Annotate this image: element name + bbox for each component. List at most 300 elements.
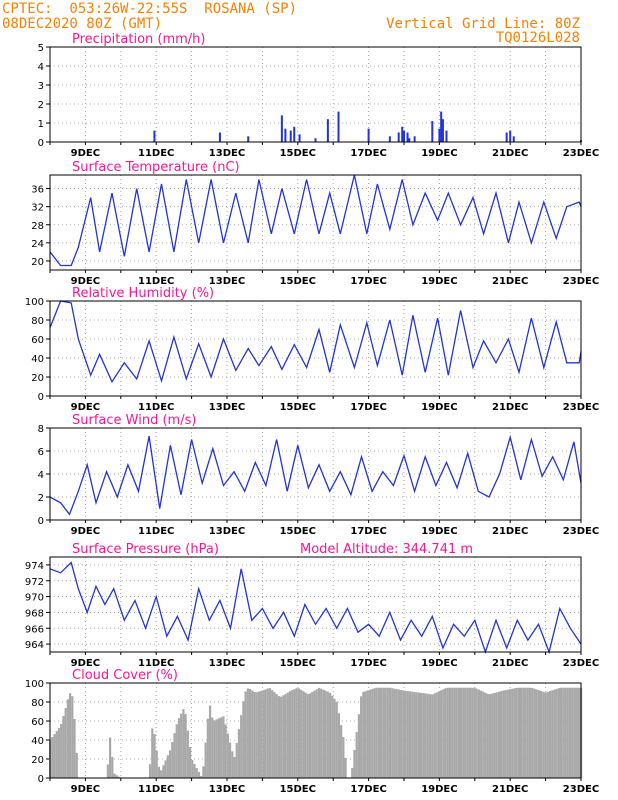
cloud-bar <box>556 689 558 778</box>
cloud-bar <box>185 714 187 778</box>
ytick-label: 1 <box>37 119 44 130</box>
cloud-bar <box>471 688 473 778</box>
series-line-wind <box>50 436 581 514</box>
xtick-label: 11DEC <box>138 402 175 413</box>
xtick-label: 17DEC <box>350 658 387 669</box>
header-run-id: TQ0126L028 <box>495 30 580 46</box>
cloud-bar <box>342 737 344 778</box>
cloud-bar <box>544 692 546 778</box>
precip-bar <box>284 129 286 142</box>
xtick-label: 9DEC <box>70 784 101 795</box>
cloud-bar <box>442 689 444 778</box>
cloud-bar <box>338 713 340 778</box>
precip-bar <box>403 131 405 142</box>
cloud-bar <box>333 699 335 778</box>
panel-cloud <box>46 683 582 781</box>
ytick-label: 20 <box>31 373 44 384</box>
cloud-bar <box>389 688 391 778</box>
xtick-label: 11DEC <box>138 784 175 795</box>
precip-bar <box>445 131 447 142</box>
cloud-bar <box>207 719 209 778</box>
xtick-label: 19DEC <box>421 148 458 159</box>
ytick-label: 8 <box>37 424 44 435</box>
precip-bar <box>407 133 409 143</box>
ytick-label: 100 <box>24 679 44 690</box>
cloud-bar <box>433 693 435 778</box>
ytick-label: 966 <box>24 624 44 636</box>
cloud-bar <box>391 688 393 778</box>
xtick-label: 21DEC <box>492 402 529 413</box>
cloud-bar <box>422 693 424 778</box>
cloud-bar <box>267 688 269 778</box>
cloud-bar <box>376 688 378 778</box>
ytick-label: 0 <box>37 516 44 527</box>
xtick-label: 23DEC <box>562 148 600 159</box>
cloud-bar <box>316 689 318 778</box>
cloud-bar <box>431 694 433 778</box>
cloud-bar <box>440 690 442 778</box>
cloud-bar <box>240 715 242 778</box>
cloud-bar <box>251 690 253 778</box>
xtick-label: 21DEC <box>492 658 529 669</box>
cloud-bar <box>305 693 307 778</box>
cloud-bar <box>536 689 538 778</box>
cloud-bar <box>511 689 513 778</box>
panel-temp <box>46 175 581 273</box>
cloud-bar <box>558 688 560 778</box>
cloud-bar <box>340 725 342 778</box>
cloud-bar <box>480 691 482 778</box>
cloud-bar <box>573 688 575 778</box>
panel-frame <box>50 175 581 270</box>
cloud-bar <box>165 760 167 778</box>
xtick-label: 19DEC <box>421 658 458 669</box>
cloud-bar <box>520 688 522 778</box>
cloud-bar <box>371 689 373 778</box>
cloud-bar <box>373 688 375 778</box>
cloud-bar <box>478 690 480 778</box>
cloud-bar <box>362 692 364 778</box>
cloud-bar <box>549 691 551 778</box>
xtick-label: 19DEC <box>421 402 458 413</box>
xtick-label: 23DEC <box>562 402 600 413</box>
cloud-bar <box>76 753 78 778</box>
precip-bar <box>281 115 283 142</box>
xtick-label: 11DEC <box>138 148 175 159</box>
cloud-bar <box>58 728 60 778</box>
cloud-bar <box>364 691 366 778</box>
cloud-bar <box>293 689 295 778</box>
cloud-bar <box>65 708 67 778</box>
cloud-bar <box>353 750 355 778</box>
cloud-bar <box>53 734 55 778</box>
xtick-label: 23DEC <box>562 658 600 669</box>
cloud-bar <box>498 692 500 778</box>
cloud-bar <box>216 719 218 778</box>
xtick-label: 11DEC <box>138 526 175 537</box>
cloud-bar <box>298 688 300 778</box>
cloud-bar <box>282 695 284 778</box>
cloud-bar <box>336 702 338 778</box>
ytick-label: 3 <box>37 81 44 92</box>
panel-pres <box>46 557 581 655</box>
precip-bar <box>509 131 511 142</box>
cloud-bar <box>324 691 326 778</box>
cloud-bar <box>527 688 529 778</box>
cloud-bar <box>576 688 578 778</box>
xtick-label: 9DEC <box>70 276 101 287</box>
cloud-bar <box>225 725 227 778</box>
precip-bar <box>440 112 442 142</box>
panel-annotation-pres: Model Altitude: 344.741 m <box>300 542 474 557</box>
precip-bar <box>506 133 508 143</box>
precip-bar <box>327 119 329 142</box>
cloud-bar <box>265 689 267 778</box>
xtick-label: 21DEC <box>492 148 529 159</box>
cloud-bar <box>242 701 244 778</box>
cloud-bar <box>524 688 526 778</box>
cloud-bar <box>156 750 158 778</box>
xtick-label: 15DEC <box>279 276 316 287</box>
cloud-bar <box>191 760 193 778</box>
cloud-bar <box>296 688 298 778</box>
cloud-bar <box>229 742 231 778</box>
cloud-bar <box>182 709 184 778</box>
cloud-bar <box>309 693 311 778</box>
cloud-bar <box>153 734 155 778</box>
precip-bar <box>247 136 249 142</box>
cloud-bar <box>447 688 449 778</box>
cloud-bar <box>198 772 200 778</box>
cloud-bar <box>567 688 569 778</box>
cloud-bar <box>429 694 431 778</box>
cloud-bar <box>484 693 486 778</box>
series-line-rh <box>50 301 581 382</box>
xtick-label: 23DEC <box>562 276 600 287</box>
cloud-bar <box>509 689 511 778</box>
cloud-bar <box>358 714 360 778</box>
cloud-bar <box>56 731 58 778</box>
cloud-bar <box>449 688 451 778</box>
cloud-bar <box>456 688 458 778</box>
cloud-bar <box>276 694 278 778</box>
ytick-label: 60 <box>31 335 44 346</box>
ytick-label: 80 <box>31 316 44 327</box>
cloud-bar <box>258 692 260 778</box>
cloud-bar <box>211 718 213 778</box>
ytick-label: 0 <box>37 774 44 785</box>
cloud-bar <box>109 738 111 778</box>
ytick-label: 2 <box>37 493 44 504</box>
cloud-bar <box>67 699 69 778</box>
xtick-label: 15DEC <box>279 526 316 537</box>
xtick-label: 13DEC <box>208 658 246 669</box>
cloud-bar <box>187 731 189 778</box>
precip-bar <box>389 136 391 142</box>
cloud-bar <box>318 688 320 778</box>
precip-bar <box>315 138 317 142</box>
cloud-bar <box>189 747 191 778</box>
cloud-bar <box>489 694 491 778</box>
cloud-bar <box>411 692 413 778</box>
cloud-bar <box>500 691 502 778</box>
cloud-bar <box>476 689 478 778</box>
ytick-label: 20 <box>31 256 44 268</box>
cloud-bar <box>218 718 220 778</box>
cloud-bar <box>149 764 151 778</box>
xtick-label: 13DEC <box>208 784 246 795</box>
ytick-label: 964 <box>24 640 44 652</box>
cloud-bar <box>151 728 153 778</box>
cloud-bar <box>180 714 182 778</box>
precip-bar <box>438 129 440 142</box>
cloud-bar <box>460 688 462 778</box>
cloud-bar <box>453 688 455 778</box>
cloud-bar <box>280 697 282 778</box>
cloud-bar <box>285 694 287 778</box>
ytick-label: 2 <box>37 100 44 111</box>
xtick-label: 11DEC <box>138 276 175 287</box>
xtick-label: 17DEC <box>350 784 387 795</box>
series-line-temp <box>50 175 581 266</box>
panel-title-temp: Surface Temperature (nC) <box>72 160 240 175</box>
xtick-label: 9DEC <box>70 148 101 159</box>
cloud-bar <box>409 691 411 778</box>
precip-bar <box>513 136 515 142</box>
ytick-label: 32 <box>31 202 44 214</box>
panel-frame <box>50 557 581 652</box>
cloud-bar <box>113 774 115 778</box>
xtick-label: 19DEC <box>421 784 458 795</box>
xtick-label: 13DEC <box>208 276 246 287</box>
xtick-label: 17DEC <box>350 148 387 159</box>
cloud-bar <box>327 692 329 778</box>
cloud-bar <box>451 688 453 778</box>
xtick-label: 13DEC <box>208 148 246 159</box>
cloud-bar <box>367 690 369 778</box>
cloud-bar <box>547 692 549 778</box>
cloud-bar <box>196 768 198 778</box>
series-line-pres <box>50 563 581 653</box>
cloud-bar <box>578 688 580 778</box>
ytick-label: 0 <box>37 392 44 403</box>
ytick-label: 972 <box>24 576 44 588</box>
panel-frame <box>50 47 581 142</box>
xtick-label: 21DEC <box>492 526 529 537</box>
cloud-bar <box>73 719 75 778</box>
ytick-label: 100 <box>24 297 44 308</box>
precip-bar <box>293 127 295 142</box>
cloud-bar <box>384 688 386 778</box>
cloud-bar <box>236 743 238 778</box>
cloud-bar <box>398 690 400 778</box>
cloud-bar <box>111 757 113 778</box>
ytick-label: 60 <box>31 717 44 728</box>
header-run-date: 08DEC2020 80Z (GMT) <box>2 16 163 32</box>
cloud-bar <box>507 690 509 778</box>
precip-bar <box>442 119 444 142</box>
cloud-bar <box>424 693 426 778</box>
cloud-bar <box>416 692 418 778</box>
cloud-bar <box>560 688 562 778</box>
xtick-label: 9DEC <box>70 526 101 537</box>
xtick-label: 17DEC <box>350 526 387 537</box>
cloud-bar <box>502 691 504 778</box>
cloud-bar <box>160 770 162 778</box>
cloud-bar <box>378 688 380 778</box>
ytick-label: 968 <box>24 608 44 620</box>
xtick-label: 21DEC <box>492 784 529 795</box>
panel-frame <box>50 428 581 520</box>
cloud-bar <box>407 691 409 778</box>
panel-wind <box>46 428 581 523</box>
xtick-label: 19DEC <box>421 276 458 287</box>
cloud-bar <box>493 693 495 778</box>
cloud-bar <box>393 689 395 778</box>
ytick-label: 4 <box>37 62 44 73</box>
cloud-bar <box>562 688 564 778</box>
cloud-bar <box>491 694 493 778</box>
cloud-bar <box>158 767 160 778</box>
cloud-bar <box>496 692 498 778</box>
cloud-bar <box>533 689 535 778</box>
precip-bar <box>153 131 155 142</box>
xtick-label: 15DEC <box>279 402 316 413</box>
cloud-bar <box>382 688 384 778</box>
xtick-label: 15DEC <box>279 148 316 159</box>
cloud-bar <box>418 693 420 778</box>
precip-bar <box>401 127 403 142</box>
cloud-bar <box>227 733 229 778</box>
ytick-label: 0 <box>37 138 44 149</box>
cloud-bar <box>387 688 389 778</box>
cloud-bar <box>107 764 109 778</box>
precip-bar <box>408 138 410 142</box>
cloud-bar <box>69 693 71 778</box>
panel-rh <box>46 301 581 399</box>
cloud-bar <box>233 757 235 778</box>
xtick-label: 15DEC <box>279 658 316 669</box>
xtick-label: 11DEC <box>138 658 175 669</box>
cloud-bar <box>253 692 255 778</box>
cloud-bar <box>356 732 358 778</box>
precip-bar <box>398 133 400 143</box>
xtick-label: 19DEC <box>421 526 458 537</box>
cloud-bar <box>300 690 302 778</box>
cloud-bar <box>436 692 438 778</box>
cloud-bar <box>289 691 291 778</box>
cloud-bar <box>329 693 331 778</box>
cloud-bar <box>542 692 544 778</box>
cloud-bar <box>464 688 466 778</box>
cloud-bar <box>482 692 484 778</box>
cloud-bar <box>351 768 353 778</box>
xtick-label: 23DEC <box>562 784 600 795</box>
cloud-bar <box>458 688 460 778</box>
ytick-label: 974 <box>24 560 44 572</box>
cloud-bar <box>260 691 262 778</box>
cloud-bar <box>380 688 382 778</box>
cloud-bar <box>396 689 398 778</box>
cloud-bar <box>278 696 280 778</box>
xtick-label: 9DEC <box>70 658 101 669</box>
panel-title-rh: Relative Humidity (%) <box>72 286 215 301</box>
panel-title-pres: Surface Pressure (hPa) <box>72 542 219 557</box>
cloud-bar <box>178 718 180 778</box>
header-station: CPTEC: 053:26W-22:55S ROSANA (SP) <box>2 1 298 17</box>
cloud-bar <box>540 691 542 778</box>
cloud-bar <box>331 696 333 778</box>
precip-bar <box>299 134 301 142</box>
cloud-bar <box>213 720 215 778</box>
cloud-bar <box>469 688 471 778</box>
cloud-bar <box>438 691 440 778</box>
cloud-bar <box>473 688 475 778</box>
cloud-bar <box>176 724 178 778</box>
cloud-bar <box>344 758 346 778</box>
panel-frame <box>50 301 581 396</box>
header-grid-note: Vertical Grid Line: 80Z <box>386 16 580 32</box>
xtick-label: 17DEC <box>350 276 387 287</box>
cloud-bar <box>71 696 73 778</box>
cloud-bar <box>287 692 289 778</box>
cloud-bar <box>273 692 275 778</box>
ytick-label: 4 <box>37 470 44 481</box>
precip-bar <box>290 131 292 142</box>
cloud-bar <box>522 688 524 778</box>
cloud-bar <box>529 688 531 778</box>
panel-title-wind: Surface Wind (m/s) <box>72 413 197 428</box>
panel-title-precip: Precipitation (mm/h) <box>72 32 206 47</box>
cloud-bar <box>60 724 62 778</box>
cloud-bar <box>220 717 222 778</box>
xtick-label: 13DEC <box>208 526 246 537</box>
xtick-label: 15DEC <box>279 784 316 795</box>
cloud-bar <box>444 688 446 778</box>
cloud-bar <box>518 688 520 778</box>
cloud-bar <box>173 733 175 778</box>
panel-title-cloud: Cloud Cover (%) <box>72 668 178 683</box>
precip-bar <box>338 112 340 142</box>
cloud-bar <box>516 688 518 778</box>
ytick-label: 40 <box>31 354 44 365</box>
cloud-bar <box>222 716 224 778</box>
cloud-bar <box>231 751 233 778</box>
ytick-label: 36 <box>31 184 44 196</box>
cloud-bar <box>205 743 207 778</box>
cloud-bar <box>249 689 251 778</box>
cloud-bar <box>413 692 415 778</box>
cloud-bar <box>256 692 258 778</box>
cloud-bar <box>369 690 371 778</box>
cloud-bar <box>193 764 195 778</box>
cloud-bar <box>564 688 566 778</box>
cloud-bar <box>420 693 422 778</box>
cloud-bar <box>307 694 309 778</box>
cloud-bar <box>569 688 571 778</box>
xtick-label: 17DEC <box>350 402 387 413</box>
cloud-bar <box>245 691 247 778</box>
cloud-bar <box>462 688 464 778</box>
cloud-bar <box>238 729 240 778</box>
cloud-bar <box>302 691 304 778</box>
cloud-bar <box>202 766 204 778</box>
xtick-label: 23DEC <box>562 526 600 537</box>
cloud-bar <box>531 688 533 778</box>
ytick-label: 24 <box>31 238 44 250</box>
ytick-label: 28 <box>31 220 44 232</box>
precip-bar <box>368 129 370 142</box>
